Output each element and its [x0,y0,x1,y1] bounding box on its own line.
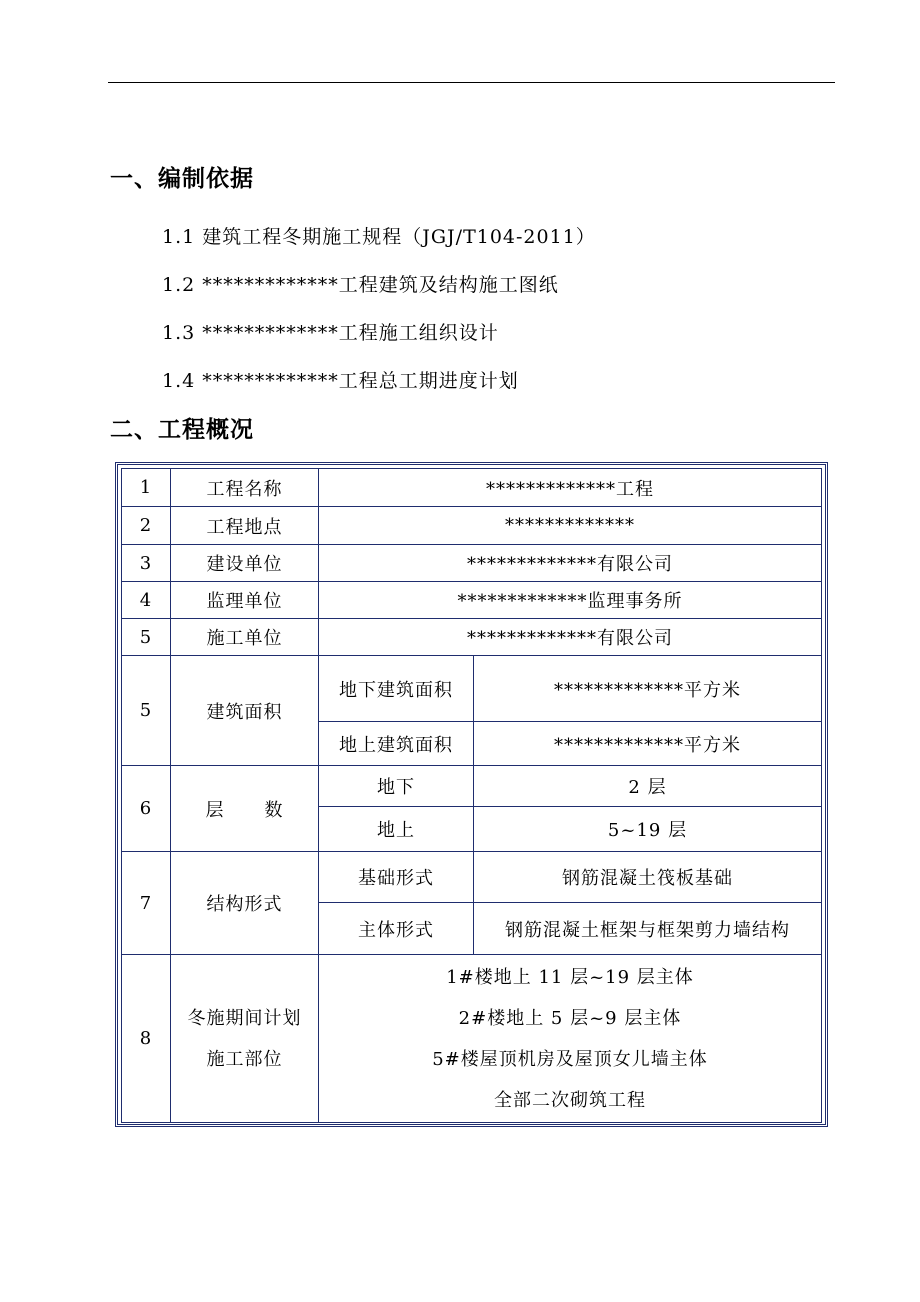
row-number: 6 [122,766,171,852]
row-label [171,766,319,852]
sub-value: 钢筋混凝土筏板基础 [474,852,822,903]
basis-item-2: 1.2 *************工程建筑及结构施工图纸 [162,274,559,296]
table-row [122,955,822,1123]
row-number: 7 [122,852,171,955]
row-label: 建设单位 [171,545,319,582]
sub-label: 基础形式 [319,852,474,903]
table-row [122,507,822,545]
sub-label: 地下建筑面积 [319,656,474,722]
winter-line: 5#楼屋顶机房及屋顶女儿墙主体 [432,1048,708,1070]
sub-label: 地上 [319,807,474,852]
row-label-line: 冬施期间计划 [187,1007,302,1029]
row-number: 5 [122,656,171,766]
row-value: ************* [319,507,822,545]
winter-line: 2#楼地上 5 层~9 层主体 [458,1007,682,1029]
row-value: *************有限公司 [319,545,822,582]
sub-label: 地上建筑面积 [319,722,474,766]
winter-line: 全部二次砌筑工程 [494,1089,646,1111]
header-rule [108,82,835,83]
row-number: 1 [122,469,171,507]
row-value [319,955,822,1123]
row-label [171,955,319,1123]
table-row [122,766,822,807]
row-value: *************有限公司 [319,619,822,656]
project-overview-table [121,468,822,1123]
row-label: 建筑面积 [171,656,319,766]
row-number: 4 [122,582,171,619]
sub-value: *************平方米 [474,722,822,766]
basis-item-1: 1.1 建筑工程冬期施工规程（JGJ/T104-2011） [162,226,596,248]
row-number: 5 [122,619,171,656]
row-label: 施工单位 [171,619,319,656]
sub-value: 5~19 层 [474,807,822,852]
row-label: 结构形式 [171,852,319,955]
winter-line: 1#楼地上 11 层~19 层主体 [446,966,694,988]
sub-value: 2 层 [474,766,822,807]
row-value: *************工程 [319,469,822,507]
sub-label: 主体形式 [319,903,474,955]
row-number: 8 [122,955,171,1123]
sub-label: 地下 [319,766,474,807]
row-label: 工程地点 [171,507,319,545]
row-label-part: 层 [205,799,225,821]
row-label-line: 施工部位 [206,1048,283,1070]
table-row [122,582,822,619]
sub-value: 钢筋混凝土框架与框架剪力墙结构 [474,903,822,955]
row-label: 监理单位 [171,582,319,619]
table-row [122,469,822,507]
table-row [122,852,822,903]
row-number: 3 [122,545,171,582]
row-label: 工程名称 [171,469,319,507]
sub-value: *************平方米 [474,656,822,722]
table-row [122,545,822,582]
basis-item-4: 1.4 *************工程总工期进度计划 [162,370,519,392]
section-title-overview: 二、工程概况 [110,417,254,443]
section-title-basis: 一、编制依据 [110,166,254,192]
table-row [122,619,822,656]
basis-item-3: 1.3 *************工程施工组织设计 [162,322,499,344]
row-number: 2 [122,507,171,545]
row-value: *************监理事务所 [319,582,822,619]
row-label-part: 数 [264,799,284,821]
table-row [122,656,822,722]
